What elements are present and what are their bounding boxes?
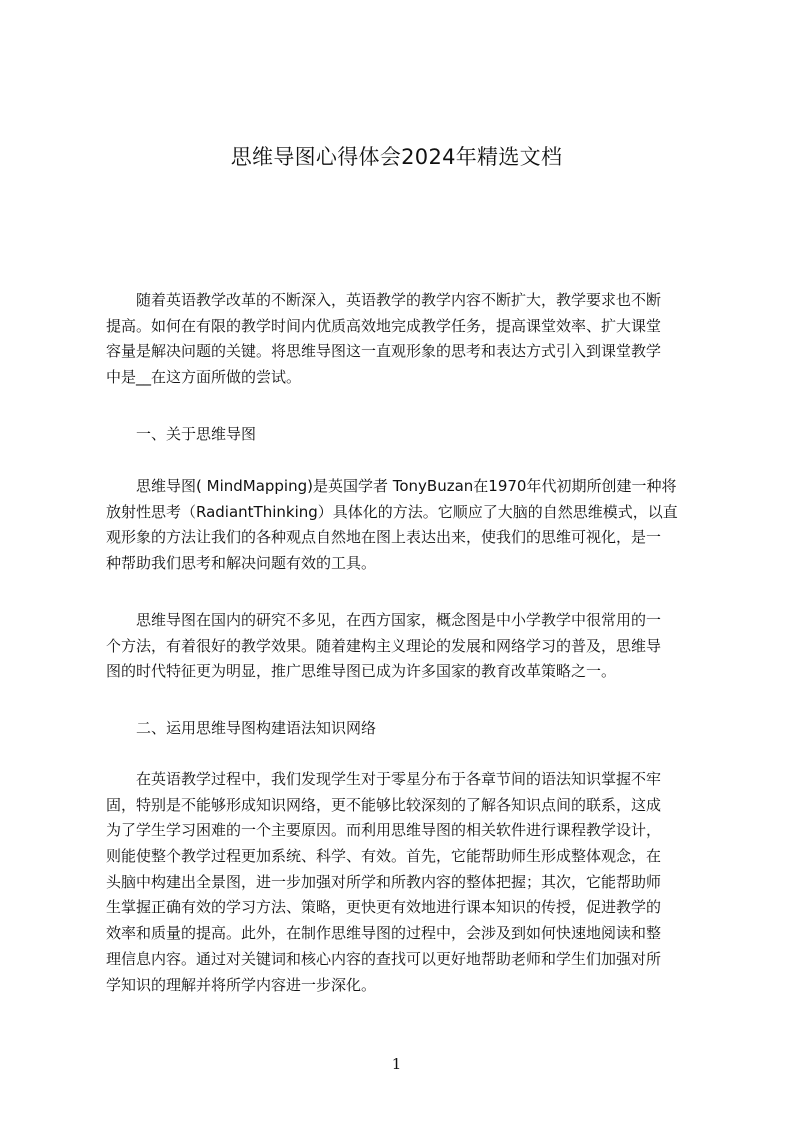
paragraph-line: 种帮助我们思考和解决问题有效的工具。	[106, 554, 377, 573]
paragraph-line: 为了学生学习困难的一个主要原因。而利用思维导图的相关软件进行课程教学设计，	[106, 821, 662, 840]
paragraph-line: 头脑中构建出全景图，进一步加强对所学和所教内容的整体把握；其次，它能帮助师	[106, 872, 662, 891]
page-title: 思维导图心得体会2024年精选文档	[230, 145, 563, 169]
section-heading-1: 一、关于思维导图	[106, 425, 257, 443]
paragraph-line: 放射性思考（RadiantThinking）具体化的方法。它顺应了大脑的自然思维模式，以直	[106, 502, 678, 521]
paragraph-line: 随着英语教学改革的不断深入，英语教学的教学内容不断扩大，教学要求也不断	[106, 291, 662, 309]
paragraph-line: 容量是解决问题的关键。将思维导图这一直观形象的思考和表达方式引入到课堂教学	[106, 342, 662, 361]
paragraph-line: 生掌握正确有效的学习方法、策略，更快更有效地进行课本知识的传授，促进教学的	[106, 898, 662, 917]
section-heading-2: 二、运用思维导图构建语法知识网络	[106, 719, 377, 737]
paragraph-line: 中是__在这方面所做的尝试。	[106, 368, 302, 387]
paragraph-line: 提高。如何在有限的教学时间内优质高效地完成教学任务，提高课堂效率、扩大课堂	[106, 316, 662, 335]
paragraph-definition	[106, 474, 698, 577]
paragraph-line: 思维导图在国内的研究不多见，在西方国家，概念图是中小学教学中很常用的一	[106, 611, 662, 629]
paragraph-intro	[106, 288, 698, 391]
paragraph-line: 在英语教学过程中，我们发现学生对于零星分布于各章节间的语法知识掌握不牢	[106, 770, 662, 788]
paragraph-research	[106, 608, 698, 685]
paragraph-line: 则能使整个教学过程更加系统、科学、有效。首先，它能帮助师生形成整体观念，在	[106, 847, 662, 866]
paragraph-grammar	[106, 767, 698, 998]
paragraph-line: 理信息内容。通过对关键词和核心内容的查找可以更好地帮助老师和学生们加强对所	[106, 949, 662, 968]
paragraph-line: 图的时代特征更为明显，推广思维导图已成为许多国家的教育改革策略之一。	[106, 662, 617, 681]
page-number: 1	[391, 1055, 402, 1073]
paragraph-line: 效率和质量的提高。此外，在制作思维导图的过程中，会涉及到如何快速地阅读和整	[106, 924, 662, 943]
paragraph-line: 观形象的方法让我们的各种观点自然地在图上表达出来，使我们的思维可视化，是一	[106, 528, 662, 547]
paragraph-line: 固，特别是不能够形成知识网络，更不能够比较深刻的了解各知识点间的联系，这成	[106, 795, 662, 814]
paragraph-line: 思维导图( MindMapping)是英国学者 TonyBuzan在1970年代初期所创建一种将	[106, 477, 677, 495]
paragraph-line: 学知识的理解并将所学内容进一步深化。	[106, 975, 377, 994]
paragraph-line: 个方法，有着很好的教学效果。随着建构主义理论的发展和网络学习的普及，思维导	[106, 636, 662, 655]
